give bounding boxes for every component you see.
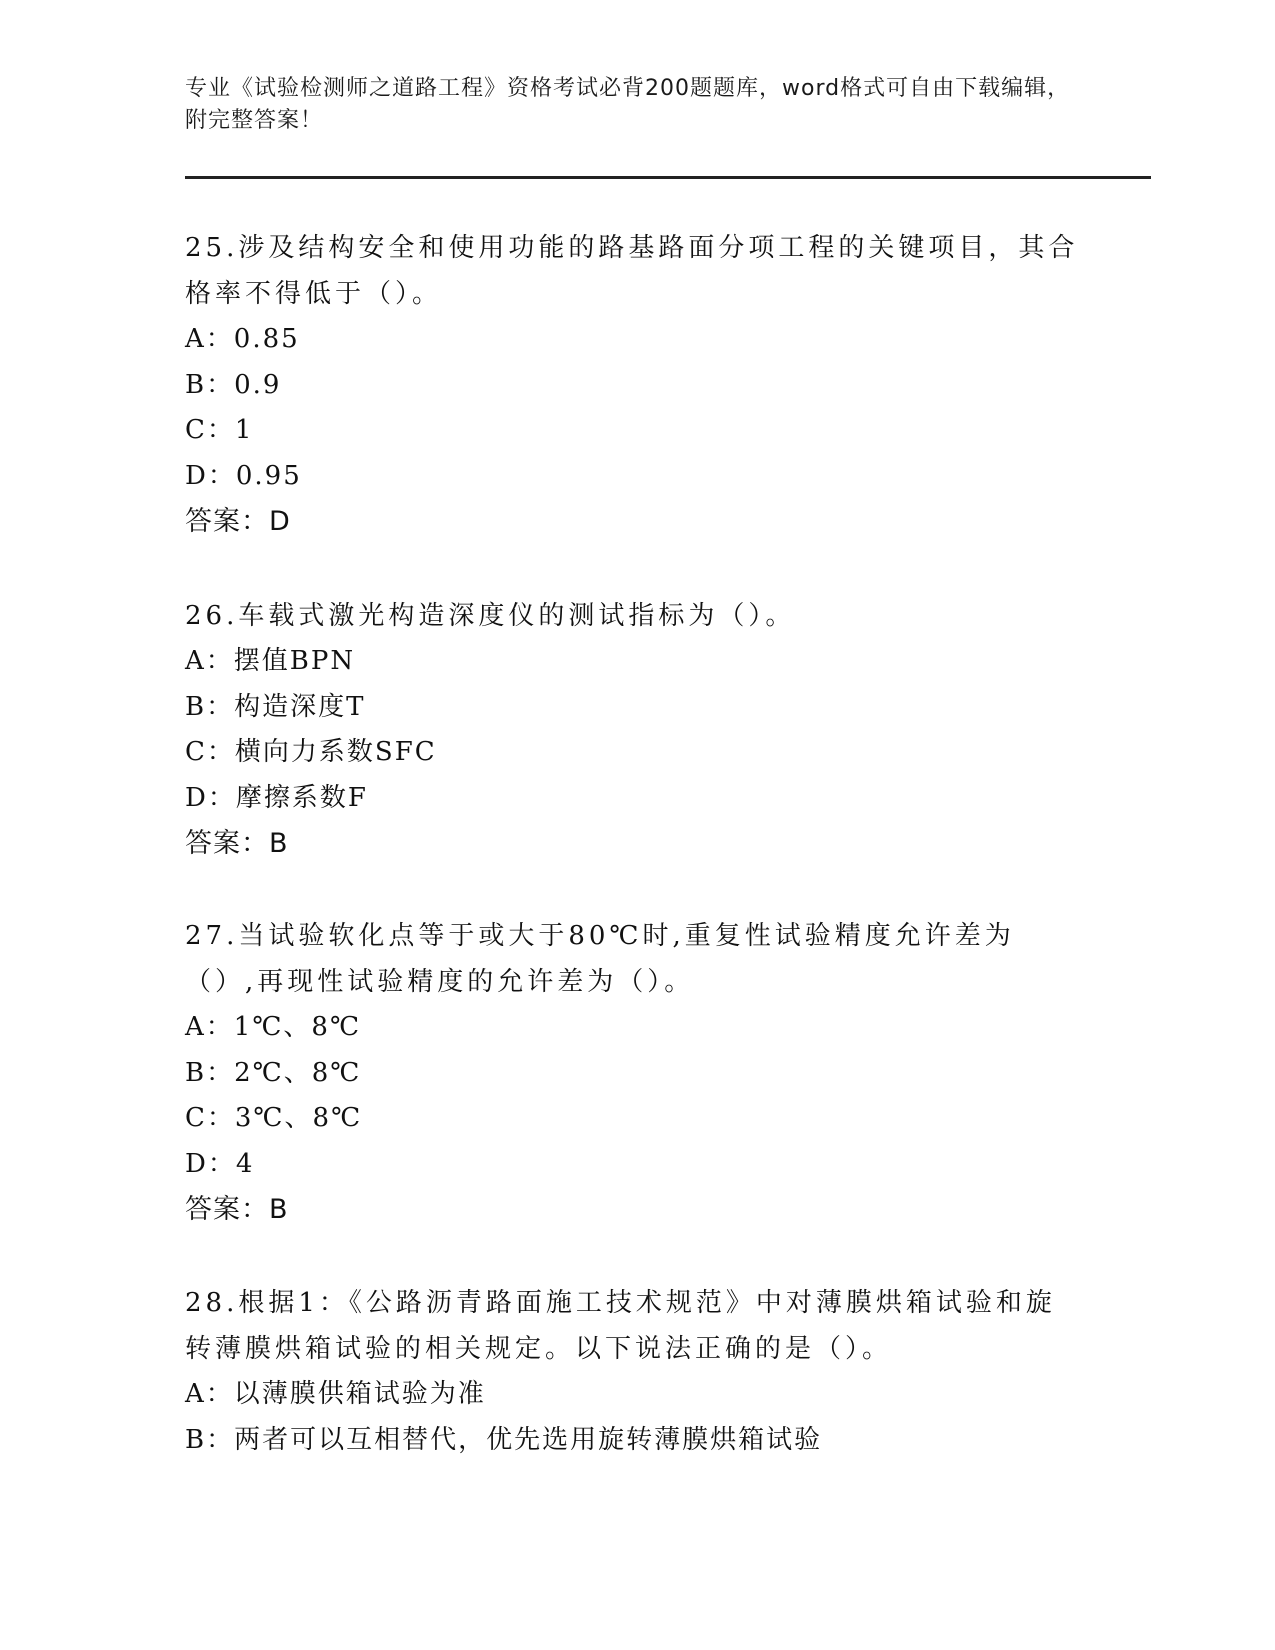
option-d: D：0.95 xyxy=(185,460,302,491)
answer: 答案：D xyxy=(185,506,291,537)
question-25 xyxy=(185,225,1085,545)
option-c: C：1 xyxy=(185,415,254,445)
question-text: 27.当试验软化点等于或大于80℃时,重复性试验精度允许差为（）,再现性试验精度的允许差为（）。 xyxy=(185,921,1015,997)
option-b: B：构造深度T xyxy=(185,691,366,722)
question-text: 25.涉及结构安全和使用功能的路基路面分项工程的关键项目，其合格率不得低于（）。 xyxy=(185,233,1079,309)
document-header: 专业《试验检测师之道路工程》资格考试必背200题题库，word格式可自由下载编辑，附完整答案！ xyxy=(185,76,1071,133)
question-text: 28.根据1：《公路沥青路面施工技术规范》中对薄膜烘箱试验和旋转薄膜烘箱试验的相关规定。以下说法正确的是（）。 xyxy=(185,1288,1056,1364)
answer: 答案：B xyxy=(185,1194,289,1225)
question-27 xyxy=(185,913,1085,1233)
option-c: C：横向力系数SFC xyxy=(185,737,437,767)
option-b: B：0.9 xyxy=(185,369,282,400)
option-c: C：3℃、8℃ xyxy=(185,1103,363,1133)
option-d: D：摩擦系数F xyxy=(185,782,368,813)
option-b: B：2℃、8℃ xyxy=(185,1057,362,1088)
option-b: B：两者可以互相替代，优先选用旋转薄膜烘箱试验 xyxy=(185,1424,823,1455)
question-26 xyxy=(185,593,1085,867)
option-d: D：4 xyxy=(185,1148,255,1179)
header-divider xyxy=(185,176,1151,179)
option-a: A：1℃、8℃ xyxy=(185,1012,362,1042)
option-a: A：摆值BPN xyxy=(185,646,356,676)
question-28 xyxy=(185,1280,1085,1463)
answer: 答案：B xyxy=(185,828,289,859)
option-a: A：以薄膜供箱试验为准 xyxy=(185,1379,486,1409)
question-text: 26.车载式激光构造深度仪的测试指标为（）。 xyxy=(185,601,796,631)
option-a: A：0.85 xyxy=(185,324,300,354)
